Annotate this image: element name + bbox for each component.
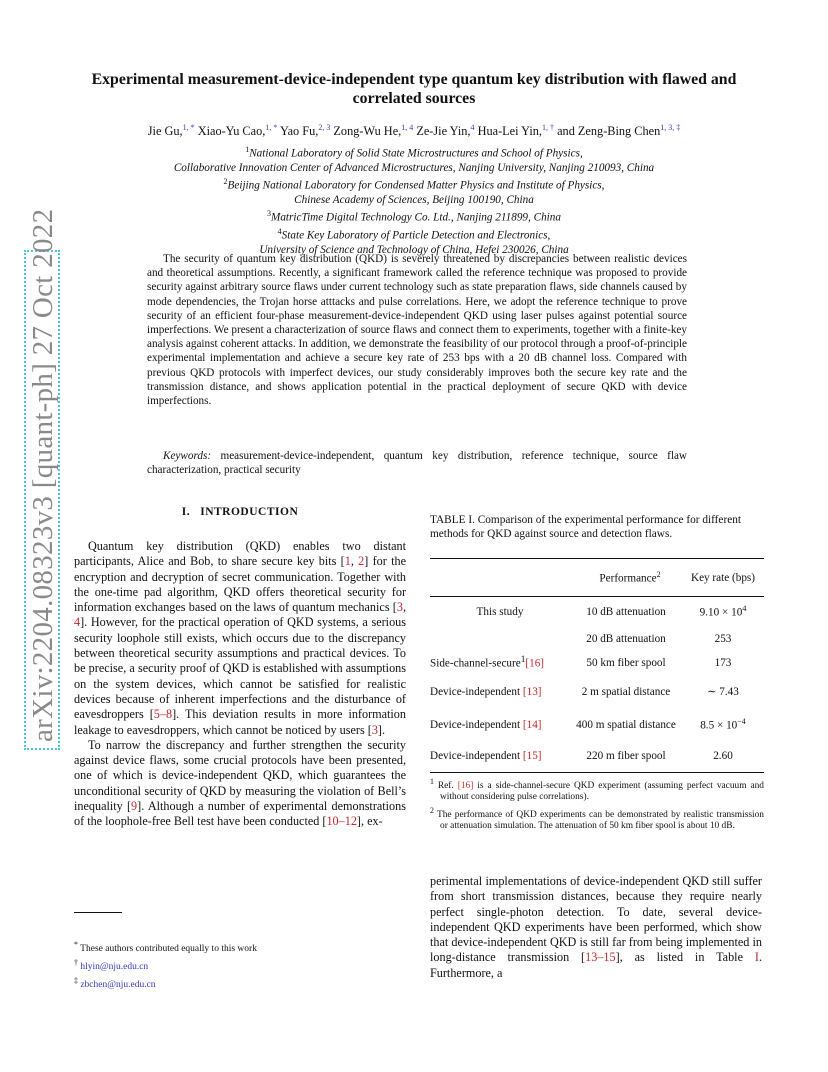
author-name: Xiao-Yu Cao, <box>197 124 266 139</box>
method-name: This study <box>476 605 524 618</box>
cell-method <box>430 741 570 773</box>
footnote-item <box>74 974 406 992</box>
footnote-rule <box>74 912 122 913</box>
table-citation[interactable]: [13] <box>522 685 542 698</box>
citation-link[interactable]: 4 <box>74 615 81 630</box>
text-run: ] for the encryption and decryption of secret communication. Together with the one-time pad algorithm, QKD offers theoretical security for information exchanges based on the laws of quantum mechanics [ <box>74 554 406 615</box>
affiliation-mark: 3 <box>267 209 272 219</box>
table-header-performance: Performance$^2$ <box>599 570 661 585</box>
affiliation-text: University of Science and Technology of China, Hefei 230026, China <box>259 244 569 257</box>
author-name: Zong-Wu He, <box>333 124 402 139</box>
table-row <box>430 627 764 651</box>
author-affiliation-marks: 4 <box>470 123 475 132</box>
keywords-text: measurement-device-independent, quantum key distribution, reference technique, source flaw characterization, practical security <box>147 450 687 477</box>
author-name: Ze-Jie Yin, <box>416 124 471 139</box>
keyrate-value: 8.5 × 10 <box>700 719 738 732</box>
keywords-label: Keywords: <box>163 450 212 462</box>
text-run: perimental implementations of device-independent QKD still suffer from short transmission distances, because they require nearly perfect single-photon detection. To date, several device-independent QKD experiments have been performed, which show that device-independent QKD is still far from being implemented in long-distance transmission [ <box>430 874 762 965</box>
table-row <box>430 651 764 675</box>
affiliation-mark: 4 <box>277 227 282 237</box>
table-notes <box>430 776 764 833</box>
method-name: Device-independent <box>430 685 523 698</box>
affiliation-text: National Laboratory of Solid State Microstructures and School of Physics, <box>249 147 583 160</box>
text-run: ], ex- <box>356 814 383 829</box>
table-caption: TABLE I. Comparison of the experimental performance for different methods for QKD against source and detection flaws. <box>430 514 742 541</box>
section-heading <box>74 506 406 518</box>
keywords <box>147 449 687 477</box>
text-run: ]. <box>377 722 386 737</box>
author-list <box>60 123 768 139</box>
footnote-text: These authors contributed equally to this work <box>80 944 257 955</box>
affiliation-text: Beijing National Laboratory for Condensed Matter Physics and Institute of Physics, <box>227 179 605 192</box>
method-name: Device-independent <box>430 750 523 763</box>
affiliation-line <box>60 161 768 175</box>
table-note-pre: Ref. <box>437 781 458 792</box>
keyrate-exponent: −4 <box>737 717 746 727</box>
affiliation-line <box>60 193 768 207</box>
cell-performance: 10 dB attenuation <box>586 605 666 618</box>
author-name: Jie Gu, <box>147 124 183 139</box>
table-citation[interactable]: [16] <box>525 657 545 670</box>
cell-keyrate <box>682 597 764 627</box>
cell-keyrate <box>682 709 764 741</box>
table-citation[interactable]: [14] <box>522 718 542 731</box>
text-run: . Furthermore, a <box>430 950 762 980</box>
citation-link[interactable]: I <box>754 950 759 965</box>
cell-performance: 50 km fiber spool <box>586 656 666 669</box>
footnote-email-link[interactable]: zbchen@nju.edu.cn <box>80 980 156 991</box>
arxiv-identifier: arXiv:2204.08323v3 [quant-ph] 27 Oct 2022 <box>24 250 60 750</box>
table-note-citation[interactable]: [16] <box>457 781 474 792</box>
method-name: Side-channel-secure <box>430 657 521 670</box>
table-row <box>430 709 764 741</box>
keyrate-exponent: 4 <box>742 604 747 614</box>
method-name: Device-independent <box>430 718 523 731</box>
table-note-text: The performance of QKD experiments can be demonstrated by realistic transmission or attenuation simulation. The attenuation of 50 km fiber spool is about 10 dB. <box>436 809 764 831</box>
cell-method <box>430 709 570 741</box>
table-note-mark: 2 <box>430 805 434 815</box>
intro-paragraph-1 <box>74 539 406 738</box>
citation-link[interactable]: 5–8 <box>153 707 173 722</box>
footnote-item <box>74 938 406 956</box>
author-affiliation-marks: 2, 3 <box>318 123 331 132</box>
cell-keyrate <box>682 675 764 709</box>
table-header-keyrate: Key rate (bps) <box>691 571 755 584</box>
comparison-table <box>430 558 764 773</box>
table-row <box>430 741 764 773</box>
keyrate-value: ∼ 7.43 <box>707 686 739 698</box>
text-run: To narrow the discrepancy and further strengthen the security against device flaws, some crucial protocols have been presented, one of which is device-independent QKD, which guarantees the unconditional security of QKD by measuring the violation of Bell’s inequality [ <box>74 737 406 814</box>
affiliation-line <box>60 225 768 243</box>
author-affiliation-marks: 1, 3, ‡ <box>660 123 681 132</box>
cell-method <box>430 651 570 675</box>
citation-link[interactable]: 2 <box>358 554 365 569</box>
cell-performance: 400 m spatial distance <box>576 718 676 731</box>
author-name: and Zeng-Bing Chen <box>557 124 661 139</box>
keyrate-value: 173 <box>714 656 732 669</box>
citation-link[interactable]: 9 <box>131 799 138 814</box>
text-run: ]. Although a number of experimental demonstrations of the loophole-free Bell test have been conducted [ <box>74 799 406 829</box>
table-row <box>430 597 764 627</box>
intro-right-column <box>430 874 762 981</box>
author-affiliation-marks: 1, * <box>182 123 195 132</box>
keyrate-value: 2.60 <box>713 750 733 763</box>
footnote-mark: ‡ <box>74 976 78 986</box>
affiliation-line <box>60 207 768 225</box>
method-note-mark: 1 <box>520 655 526 666</box>
keyrate-value: 9.10 × 10 <box>699 607 743 620</box>
text-run: ], as listed in Table <box>615 950 755 965</box>
affiliation-line <box>60 143 768 161</box>
footnote-mark: * <box>74 940 78 949</box>
intro-continuation <box>430 874 762 981</box>
cell-performance: 2 m spatial distance <box>581 685 671 698</box>
keyrate-value: 253 <box>714 632 732 645</box>
text-run: Quantum key distribution (QKD) enables two distant participants, Alice and Bob, to share secure key bits [ <box>74 539 406 569</box>
affiliation-line <box>60 175 768 193</box>
cell-keyrate <box>682 741 764 773</box>
table-citation[interactable]: [15] <box>522 750 542 763</box>
author-affiliation-marks: 1, 4 <box>401 123 414 132</box>
cell-method <box>430 627 570 651</box>
affiliation-text: Collaborative Innovation Center of Advanced Microstructures, Nanjing University, Nanjing 210093, China <box>173 161 655 174</box>
footnote-mark: † <box>74 958 78 968</box>
abstract: The security of quantum key distribution (QKD) is severely threatened by discrepancies between realistic devices and theoretical assumptions. Recently, a significant framework called the reference technique was proposed to provide security against arbitrary source flaws under current technology such as state preparation flaws, side channels caused by mode dependencies, the Trojan horse atttacks and pulse correlations. Here, we adopt the reference technique to prove security of an efficient four-phase measurement-device-independent QKD using laser pulses against potential source imperfections. We present a characterization of source flaws and connect them to experiments, together with a finite-key analysis against coherent attacks. In addition, we demonstrate the feasibility of our protocol through a proof-of-principle experimental implementation and achieve a secure key rate of 253 bps with a 20 dB channel loss. Compared with previous QKD protocols with imperfect devices, our study considerably improves both the secure key rate and the transmission distance, and shows application potential in the practical deployment of secure QKD with device imperfections. <box>147 253 687 408</box>
intro-left-column <box>74 539 406 830</box>
table-note <box>430 776 764 804</box>
affiliation-list <box>60 143 768 257</box>
table-note-mark: 1 <box>430 777 434 786</box>
author-name: Yao Fu, <box>279 124 319 139</box>
citation-link[interactable]: 3 <box>396 600 403 615</box>
cell-keyrate <box>682 651 764 675</box>
footnote-email-link[interactable]: hlyin@nju.edu.cn <box>80 962 149 973</box>
table-note <box>430 805 764 833</box>
cell-method <box>430 675 570 709</box>
section-number: I. <box>181 506 191 518</box>
section-title: INTRODUCTION <box>200 506 299 518</box>
table-row <box>430 675 764 709</box>
affiliation-mark: 1 <box>245 145 250 154</box>
author-affiliation-marks: 1, † <box>542 123 555 132</box>
intro-paragraph-2 <box>74 738 406 830</box>
affiliation-mark: 2 <box>223 177 228 187</box>
footnote-item <box>74 956 406 974</box>
citation-link[interactable]: 1 <box>344 554 351 569</box>
cell-performance: 220 m fiber spool <box>586 750 666 763</box>
citation-link[interactable]: 3 <box>371 722 378 737</box>
text-run: ]. However, for the practical operation of QKD systems, a serious security loophole still exists, which occurs due to the discrepancy between theoretical security assumptions and practical devices. To be precise, a security proof of QKD is established with assumptions on the system devices, which cannot be satisfied for realistic devices because of inherent imperfections and the disturbance of eavesdroppers [ <box>74 615 406 722</box>
cell-performance: 20 dB attenuation <box>586 632 666 645</box>
text-run: , <box>402 600 406 615</box>
table-note-text: is a side-channel-secure QKD experiment (assuming perfect vacuum and without considering pulse correlations). <box>440 781 764 803</box>
author-affiliation-marks: 1, * <box>265 123 278 132</box>
affiliation-text: Chinese Academy of Sciences, Beijing 100190, China <box>294 194 534 207</box>
paper-title: Experimental measurement-device-independent type quantum key distribution with flawed and correlated sources <box>91 71 737 107</box>
text-run: , <box>350 554 359 569</box>
text-run: ]. This deviation results in more information leakage to eavesdroppers, which cannot be noticed by users [ <box>74 707 406 737</box>
cell-method <box>430 597 570 627</box>
citation-link[interactable]: 10–12 <box>326 814 357 829</box>
table-header-method <box>430 559 570 597</box>
citation-link[interactable]: 13–15 <box>585 950 616 965</box>
cell-keyrate <box>682 627 764 651</box>
author-name: Hua-Lei Yin, <box>477 124 543 139</box>
footnotes <box>74 938 406 992</box>
affiliation-text: State Key Laboratory of Particle Detection and Electronics, <box>281 229 551 242</box>
affiliation-text: MatricTime Digital Technology Co. Ltd., Nanjing 211899, China <box>271 212 561 225</box>
